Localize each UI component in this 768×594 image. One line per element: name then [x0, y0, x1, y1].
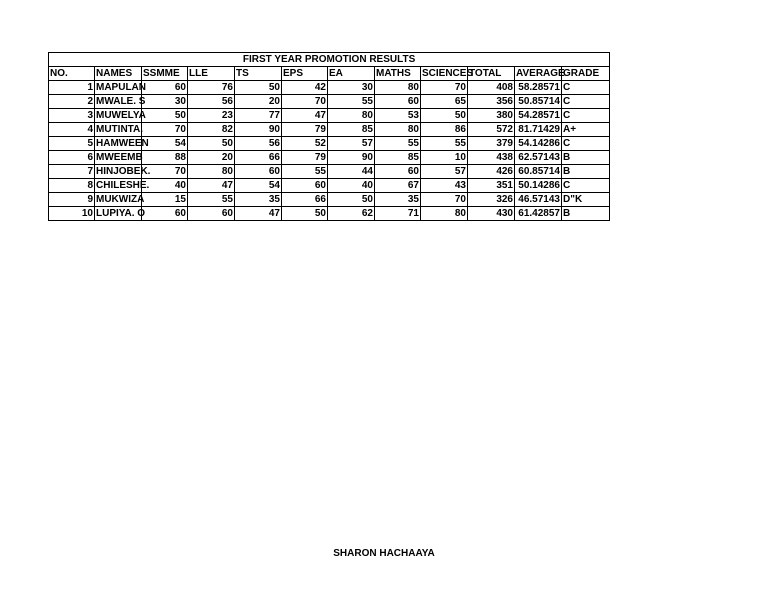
table-cell[interactable]: 380 — [468, 109, 515, 123]
table-row — [49, 109, 610, 123]
table-cell[interactable]: 60 — [282, 179, 328, 193]
table-cell[interactable]: 55 — [328, 95, 375, 109]
table-row — [49, 165, 610, 179]
title-row — [49, 53, 610, 67]
table-cell[interactable]: 351 — [468, 179, 515, 193]
sheet-title[interactable]: FIRST YEAR PROMOTION RESULTS — [49, 53, 610, 67]
header-cell-lle[interactable]: LLE — [188, 67, 235, 81]
table-cell[interactable]: 430 — [468, 207, 515, 221]
table-cell[interactable]: 10 — [49, 207, 95, 221]
table-cell[interactable]: MUKWIZA — [96, 194, 145, 205]
header-cell-ea[interactable]: EA — [328, 67, 375, 81]
table-cell[interactable]: 60 — [375, 165, 421, 179]
table-cell[interactable]: 44 — [328, 165, 375, 179]
table-cell[interactable]: 80 — [421, 207, 468, 221]
table-cell[interactable]: 7 — [49, 165, 95, 179]
table-cell[interactable]: 80 — [188, 165, 235, 179]
table-cell[interactable]: 57 — [328, 137, 375, 151]
table-cell[interactable]: 50 — [328, 193, 375, 207]
table-cell[interactable]: 43 — [421, 179, 468, 193]
table-cell[interactable]: 60.85714 — [515, 165, 562, 179]
table-cell[interactable]: 77 — [235, 109, 282, 123]
table-cell[interactable]: MAPULAN — [96, 82, 146, 93]
table-cell[interactable]: 52 — [282, 137, 328, 151]
table-cell[interactable]: 86 — [421, 123, 468, 137]
table-cell[interactable]: 35 — [375, 193, 421, 207]
header-cell-maths[interactable]: MATHS — [375, 67, 421, 81]
table-cell[interactable]: 60 — [375, 95, 421, 109]
table-cell[interactable]: C — [562, 137, 610, 151]
table-cell[interactable]: 438 — [468, 151, 515, 165]
table-cell[interactable]: 61.42857 — [515, 207, 562, 221]
table-cell[interactable]: 70 — [421, 193, 468, 207]
header-cell-eps[interactable]: EPS — [282, 67, 328, 81]
table-cell[interactable]: 82 — [188, 123, 235, 137]
table-cell[interactable]: MWALE. S — [96, 96, 146, 107]
table-row — [49, 193, 610, 207]
header-cell-names[interactable]: NAMES — [95, 67, 142, 81]
header-cell-total[interactable]: TOTAL — [468, 67, 515, 81]
table-cell[interactable]: D"K — [562, 193, 610, 207]
table-row — [49, 179, 610, 193]
table-cell[interactable]: 46.57143 — [515, 193, 562, 207]
table-cell[interactable]: 47 — [282, 109, 328, 123]
table-cell[interactable]: 20 — [235, 95, 282, 109]
table-cell[interactable]: 8 — [49, 179, 95, 193]
table-cell[interactable]: 58.28571 — [515, 81, 562, 95]
table-cell[interactable]: 54 — [235, 179, 282, 193]
table-cell[interactable]: CHILESHE. — [96, 180, 150, 191]
table-cell[interactable]: 79 — [282, 123, 328, 137]
table-cell[interactable]: 2 — [49, 95, 95, 109]
table-cell[interactable]: C — [562, 95, 610, 109]
table-cell[interactable]: 408 — [468, 81, 515, 95]
table-cell[interactable]: 23 — [188, 109, 235, 123]
table-cell[interactable]: 426 — [468, 165, 515, 179]
table-cell[interactable]: 50 — [421, 109, 468, 123]
table-cell[interactable]: 53 — [375, 109, 421, 123]
table-row — [49, 207, 610, 221]
table-row — [49, 151, 610, 165]
table-cell[interactable]: 55 — [421, 137, 468, 151]
table-cell[interactable]: LUPIYA. O — [96, 208, 146, 219]
table-row — [49, 81, 610, 95]
table-cell[interactable]: 20 — [188, 151, 235, 165]
table-cell[interactable]: 60 — [142, 81, 188, 95]
table-cell[interactable]: 65 — [421, 95, 468, 109]
table-cell[interactable]: 66 — [235, 151, 282, 165]
table-cell[interactable]: 356 — [468, 95, 515, 109]
table-cell[interactable]: 54.28571 — [515, 109, 562, 123]
table-cell[interactable]: 40 — [328, 179, 375, 193]
table-cell[interactable]: C — [562, 81, 610, 95]
table-cell[interactable]: HINJOBEK. — [96, 166, 151, 177]
table-cell[interactable]: 572 — [468, 123, 515, 137]
table-cell[interactable]: 80 — [375, 123, 421, 137]
table-cell[interactable]: 66 — [282, 193, 328, 207]
header-cell-grade[interactable]: GRADE — [562, 67, 610, 81]
table-cell[interactable]: 70 — [142, 165, 188, 179]
table-cell[interactable]: A+ — [562, 123, 610, 137]
table-cell[interactable]: 50 — [188, 137, 235, 151]
table-cell[interactable]: 47 — [235, 207, 282, 221]
table-cell[interactable]: 80 — [328, 109, 375, 123]
header-cell-no[interactable]: NO. — [49, 67, 95, 81]
table-cell[interactable]: 1 — [49, 81, 95, 95]
table-cell[interactable]: 88 — [142, 151, 188, 165]
table-cell[interactable]: 62 — [328, 207, 375, 221]
table-cell[interactable]: 90 — [328, 151, 375, 165]
table-cell[interactable]: MUTINTA. — [96, 124, 144, 135]
table-cell[interactable]: 62.57143 — [515, 151, 562, 165]
table-cell[interactable]: MWEEMB — [96, 152, 143, 163]
table-cell[interactable]: 50 — [235, 81, 282, 95]
table-cell[interactable]: 71 — [375, 207, 421, 221]
table-cell[interactable]: 81.71429 — [515, 123, 562, 137]
table-cell[interactable]: 57 — [421, 165, 468, 179]
table-cell[interactable]: C — [562, 179, 610, 193]
table-cell[interactable]: 5 — [49, 137, 95, 151]
header-cell-sciences[interactable]: SCIENCES — [422, 68, 474, 79]
table-cell[interactable]: 60 — [188, 207, 235, 221]
table-cell[interactable]: 70 — [282, 95, 328, 109]
table-cell[interactable]: 85 — [328, 123, 375, 137]
table-cell[interactable]: 40 — [142, 179, 188, 193]
table-cell[interactable]: 47 — [188, 179, 235, 193]
table-cell[interactable]: B — [562, 165, 610, 179]
table-cell[interactable]: 4 — [49, 123, 95, 137]
table-cell[interactable]: MUWELYA — [96, 110, 146, 121]
table-cell[interactable]: 60 — [235, 165, 282, 179]
table-cell[interactable]: 79 — [282, 151, 328, 165]
table-row — [49, 95, 610, 109]
table-cell[interactable]: C — [562, 109, 610, 123]
table-cell[interactable]: 379 — [468, 137, 515, 151]
table-cell[interactable]: B — [562, 207, 610, 221]
table-cell[interactable]: 60 — [142, 207, 188, 221]
table-row — [49, 123, 610, 137]
table-cell[interactable]: 30 — [142, 95, 188, 109]
table-cell[interactable]: 10 — [421, 151, 468, 165]
table-cell[interactable]: 50.85714 — [515, 95, 562, 109]
table-cell[interactable]: 35 — [235, 193, 282, 207]
table-cell[interactable]: 326 — [468, 193, 515, 207]
header-row — [49, 67, 610, 81]
table-cell[interactable]: HAMWEEN — [96, 138, 149, 149]
table-cell[interactable]: 70 — [142, 123, 188, 137]
table-cell[interactable]: 50.14286 — [515, 179, 562, 193]
table-cell[interactable]: 56 — [188, 95, 235, 109]
table-cell[interactable]: 54.14286 — [515, 137, 562, 151]
table-cell[interactable]: 80 — [375, 81, 421, 95]
table-cell[interactable]: 15 — [142, 193, 188, 207]
table-cell[interactable]: 55 — [282, 165, 328, 179]
table-cell[interactable]: 70 — [421, 81, 468, 95]
table-cell[interactable]: 56 — [235, 137, 282, 151]
table-cell[interactable]: 9 — [49, 193, 95, 207]
author-name: SHARON HACHAAYA — [333, 548, 435, 559]
table-cell[interactable]: 55 — [375, 137, 421, 151]
table-cell[interactable]: 76 — [188, 81, 235, 95]
table-cell[interactable]: 67 — [375, 179, 421, 193]
table-cell[interactable]: 50 — [142, 109, 188, 123]
header-cell-average[interactable]: AVERAGE — [516, 68, 565, 79]
header-cell-ts[interactable]: TS — [235, 67, 282, 81]
header-cell-ssmme[interactable]: SSMME — [142, 67, 188, 81]
results-table — [48, 52, 610, 221]
table-cell[interactable]: 54 — [142, 137, 188, 151]
table-cell[interactable]: 6 — [49, 151, 95, 165]
table-row — [49, 137, 610, 151]
table-cell[interactable]: B — [562, 151, 610, 165]
table-cell[interactable]: 42 — [282, 81, 328, 95]
table-cell[interactable]: 50 — [282, 207, 328, 221]
table-cell[interactable]: 90 — [235, 123, 282, 137]
table-cell[interactable]: 30 — [328, 81, 375, 95]
table-cell[interactable]: 55 — [188, 193, 235, 207]
table-cell[interactable]: 85 — [375, 151, 421, 165]
table-cell[interactable]: 3 — [49, 109, 95, 123]
